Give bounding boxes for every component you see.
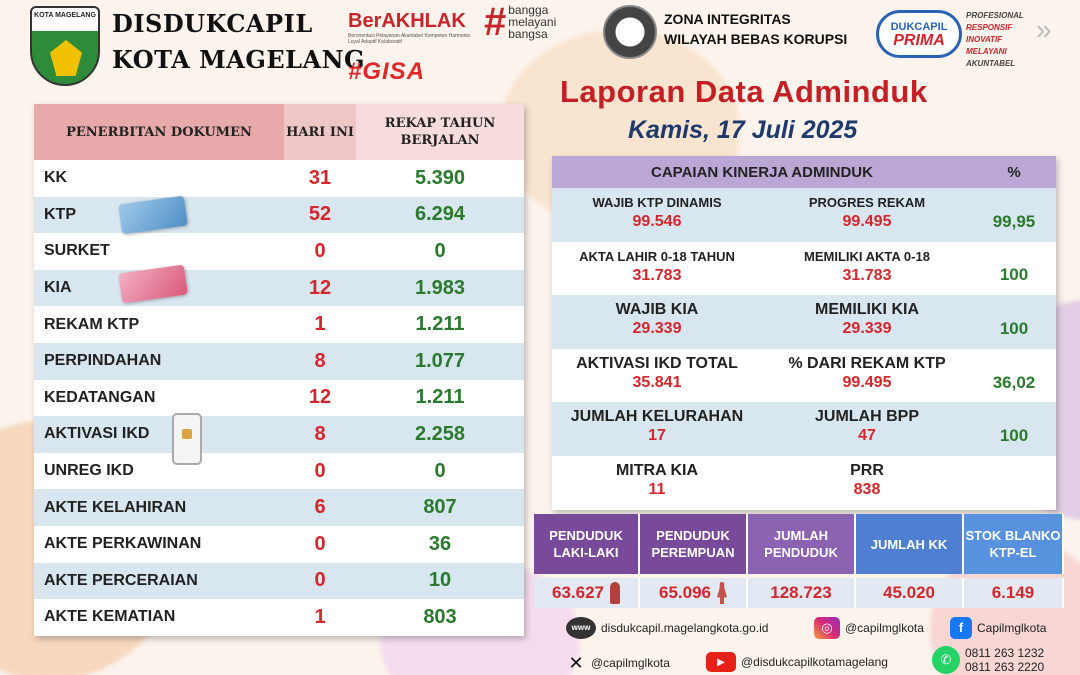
- doc-name: AKTIVASI IKD: [34, 425, 284, 443]
- doc-today: 6: [314, 496, 326, 519]
- metric-value: 17: [648, 427, 666, 445]
- website-link[interactable]: [566, 617, 768, 639]
- metric-percent: [972, 456, 1056, 510]
- doc-today: 8: [314, 422, 326, 445]
- zona-integritas-emblem-icon: [603, 5, 657, 59]
- metric-label: MEMILIKI KIA: [815, 301, 919, 319]
- doc-year: 807: [423, 496, 457, 519]
- metric-percent: 100: [999, 426, 1029, 446]
- kota-magelang-logo: [30, 6, 100, 86]
- metric-label: MITRA KIA: [615, 461, 699, 479]
- capaian-row: [552, 242, 1056, 296]
- capaian-row: [552, 295, 1056, 349]
- capaian-row: [552, 456, 1056, 510]
- report-date: Kamis, 17 Juli 2025: [628, 116, 858, 144]
- header-rekap-tahun: REKAP TAHUN BERJALAN: [356, 104, 524, 160]
- org-name-line1: DISDUKCAPIL: [112, 9, 313, 38]
- doc-today: 0: [314, 239, 326, 262]
- table-row: [34, 526, 524, 563]
- bangga-line: bangga: [508, 3, 549, 17]
- doc-name: UNREG IKD: [44, 462, 134, 480]
- capaian-body: [552, 188, 1056, 510]
- metric-percent: 36,02: [992, 372, 1036, 392]
- youtube-link[interactable]: [706, 652, 888, 672]
- pop-value-female: 65.096: [640, 578, 748, 608]
- instagram-link[interactable]: [814, 617, 924, 639]
- doc-name: AKTE PERCERAIAN: [44, 571, 198, 589]
- penerbitan-dokumen-table: [34, 104, 524, 636]
- female-person-icon: [717, 582, 727, 604]
- header-dokumen: PENERBITAN DOKUMEN: [34, 104, 284, 160]
- metric-value: 11: [648, 480, 666, 498]
- metric-label: PROGRES REKAM: [808, 195, 926, 210]
- metric-cell: [762, 188, 972, 242]
- chevron-right-icon: »: [1036, 14, 1052, 45]
- metric-cell: [762, 456, 972, 510]
- metric-cell: [762, 402, 972, 456]
- whatsapp-number: 0811 263 2220: [965, 660, 1045, 674]
- shield-emblem-icon: [50, 40, 82, 76]
- pop-value-total: 128.723: [748, 578, 856, 608]
- report-title: Laporan Data Adminduk: [560, 74, 928, 109]
- org-name: [112, 6, 365, 78]
- instagram-text: @capilmglkota: [845, 621, 924, 635]
- doc-year: 2.258: [414, 422, 466, 445]
- prima-tag: AKUNTABEL: [966, 59, 1016, 68]
- prima-top: DUKCAPIL: [890, 21, 948, 33]
- metric-percent: 100: [999, 265, 1029, 285]
- metric-label: AKTA LAHIR 0-18 TAHUN: [579, 248, 735, 264]
- metric-value: 99.546: [632, 213, 682, 230]
- table-row: [34, 453, 524, 490]
- x-text: @capilmglkota: [591, 656, 670, 670]
- berakhlak-subtext: Berorientasi Pelayanan Akuntabel Kompeten Harmonis Loyal Adaptif Kolaboratif: [348, 33, 471, 45]
- pop-header-total: JUMLAH PENDUDUK: [748, 514, 856, 574]
- doc-name: AKTE KEMATIAN: [44, 608, 176, 626]
- x-link[interactable]: [566, 652, 670, 674]
- metric-value: 99.495: [842, 213, 892, 230]
- logo-caption: KOTA MAGELANG: [34, 12, 96, 19]
- capaian-header: [552, 156, 1056, 188]
- doc-year: 36: [428, 532, 452, 555]
- metric-cell: [552, 456, 762, 510]
- doc-year: 1.983: [414, 276, 466, 299]
- metric-value: 35.841: [632, 373, 682, 391]
- table-row: [34, 160, 524, 197]
- population-values: [534, 578, 1064, 608]
- metric-cell: [552, 349, 762, 403]
- metric-value: 31.783: [842, 266, 892, 284]
- pop-header-blanko: STOK BLANKO KTP-EL: [964, 514, 1064, 574]
- pop-value-kk: 45.020: [856, 578, 964, 608]
- doc-name: AKTE KELAHIRAN: [44, 498, 187, 516]
- table-header: [34, 104, 524, 160]
- prima-tag: PROFESIONAL: [966, 11, 1024, 20]
- prima-tag: MELAYANI: [966, 47, 1007, 56]
- facebook-text: Capilmglkota: [977, 621, 1047, 635]
- metric-cell: [552, 188, 762, 242]
- berakhlak-text: BerAKHLAK: [348, 10, 466, 32]
- gisa-logo: #GISA: [348, 58, 426, 85]
- dukcapil-prima-logo: [876, 10, 962, 58]
- doc-year: 1.077: [414, 349, 466, 372]
- pop-header-female: PENDUDUK PEREMPUAN: [640, 514, 748, 574]
- youtube-text: @disdukcapilkotamagelang: [741, 655, 888, 669]
- pop-value-male: 63.627: [534, 578, 640, 608]
- doc-name: REKAM KTP: [44, 315, 140, 333]
- metric-percent: 99,95: [992, 211, 1036, 231]
- metric-value: 31.783: [632, 266, 682, 284]
- kia-card-icon: [118, 265, 188, 304]
- berakhlak-logo: [348, 10, 478, 45]
- doc-name: KIA: [34, 279, 284, 297]
- doc-name: AKTE PERKAWINAN: [44, 535, 202, 553]
- capaian-title: CAPAIAN KINERJA ADMINDUK: [651, 163, 873, 181]
- metric-cell: [552, 295, 762, 349]
- website-text: disdukcapil.magelangkota.go.id: [601, 621, 769, 635]
- prima-tag: INOVATIF: [966, 35, 1003, 44]
- table-row: [34, 343, 524, 380]
- pop-header-male: PENDUDUK LAKI-LAKI: [534, 514, 640, 574]
- table-row: [34, 233, 524, 270]
- doc-year: 0: [434, 459, 446, 482]
- doc-name: SURKET: [44, 242, 110, 260]
- doc-today: 1: [314, 313, 326, 336]
- doc-name: PERPINDAHAN: [44, 352, 162, 370]
- table-row: [34, 197, 524, 234]
- facebook-icon: f: [950, 617, 972, 639]
- capaian-row: [552, 188, 1056, 242]
- capaian-row: [552, 402, 1056, 456]
- metric-cell: [762, 242, 972, 296]
- doc-today: 12: [308, 276, 332, 299]
- bangga-melayani-logo: [484, 0, 557, 44]
- table-row: [34, 306, 524, 343]
- capaian-row: [552, 349, 1056, 403]
- doc-year: 10: [428, 569, 452, 592]
- prima-tag: RESPONSIF: [966, 23, 1013, 32]
- doc-name: KEDATANGAN: [44, 388, 156, 406]
- population-headers: [534, 514, 1064, 574]
- capaian-kinerja-table: [552, 156, 1056, 510]
- metric-label: AKTIVASI IKD TOTAL: [576, 354, 738, 372]
- table-row: [34, 563, 524, 600]
- doc-today: 0: [314, 569, 326, 592]
- org-name-line2: KOTA MAGELANG: [112, 45, 366, 74]
- metric-cell: [762, 349, 972, 403]
- x-icon: ✕: [568, 653, 584, 673]
- doc-today: 12: [308, 386, 332, 409]
- metric-value: 838: [853, 480, 881, 498]
- metric-cell: [552, 402, 762, 456]
- metric-value: 29.339: [842, 320, 892, 338]
- metric-value: 29.339: [632, 320, 682, 338]
- zona-integritas-text: [664, 9, 847, 49]
- metric-value: 47: [858, 427, 876, 445]
- doc-today: 8: [314, 349, 326, 372]
- metric-label: JUMLAH BPP: [814, 408, 919, 426]
- phone-icon: [172, 413, 202, 465]
- hashtag-icon: #: [484, 0, 507, 44]
- metric-label: JUMLAH KELURAHAN: [570, 408, 744, 426]
- globe-icon: www: [566, 617, 596, 639]
- doc-today: 1: [314, 605, 326, 628]
- doc-today: 0: [314, 459, 326, 482]
- population-summary: [534, 514, 1064, 608]
- bangga-line: melayani: [508, 15, 557, 29]
- table-row: [34, 599, 524, 636]
- header-hari-ini: HARI INI: [284, 104, 356, 160]
- metric-cell: [552, 242, 762, 296]
- youtube-icon: ▶: [706, 652, 736, 672]
- table-row: [34, 270, 524, 307]
- prima-tags: [966, 10, 1024, 70]
- doc-today: 31: [308, 166, 332, 189]
- metric-label: PRR: [850, 461, 884, 479]
- metric-label: WAJIB KIA: [615, 301, 699, 319]
- metric-cell: [762, 295, 972, 349]
- whatsapp-icon: ✆: [932, 646, 960, 674]
- doc-name: KK: [44, 169, 68, 187]
- doc-today: 0: [314, 532, 326, 555]
- doc-year: 0: [434, 239, 446, 262]
- doc-year: 803: [423, 605, 457, 628]
- instagram-icon: ◎: [814, 617, 840, 639]
- bangga-line: bangsa: [508, 27, 548, 41]
- pop-header-kk: JUMLAH KK: [856, 514, 964, 574]
- table-row: [34, 416, 524, 453]
- doc-year: 1.211: [415, 386, 465, 409]
- table-row: [34, 380, 524, 417]
- metric-percent: 100: [999, 318, 1029, 338]
- capaian-pct-header: %: [1007, 163, 1021, 181]
- zi-line2: WILAYAH BEBAS KORUPSI: [664, 31, 848, 47]
- facebook-link[interactable]: [950, 617, 1046, 639]
- table-body: [34, 160, 524, 636]
- whatsapp-link[interactable]: [932, 646, 1044, 674]
- doc-today: 52: [308, 203, 332, 226]
- metric-label: % DARI REKAM KTP: [788, 354, 946, 372]
- doc-year: 5.390: [414, 166, 466, 189]
- male-person-icon: [610, 582, 620, 604]
- zi-line1: ZONA INTEGRITAS: [664, 11, 791, 27]
- metric-label: MEMILIKI AKTA 0-18: [804, 248, 930, 264]
- pop-value-blanko: 6.149: [964, 578, 1064, 608]
- doc-name: KTP: [34, 206, 284, 224]
- doc-year: 1.211: [415, 313, 465, 336]
- metric-label: WAJIB KTP DINAMIS: [592, 195, 722, 210]
- metric-value: 99.495: [842, 373, 892, 391]
- ktp-card-icon: [118, 195, 188, 234]
- table-row: [34, 489, 524, 526]
- prima-bottom: PRIMA: [893, 32, 945, 49]
- doc-year: 6.294: [414, 203, 466, 226]
- whatsapp-number: 0811 263 1232: [965, 646, 1045, 660]
